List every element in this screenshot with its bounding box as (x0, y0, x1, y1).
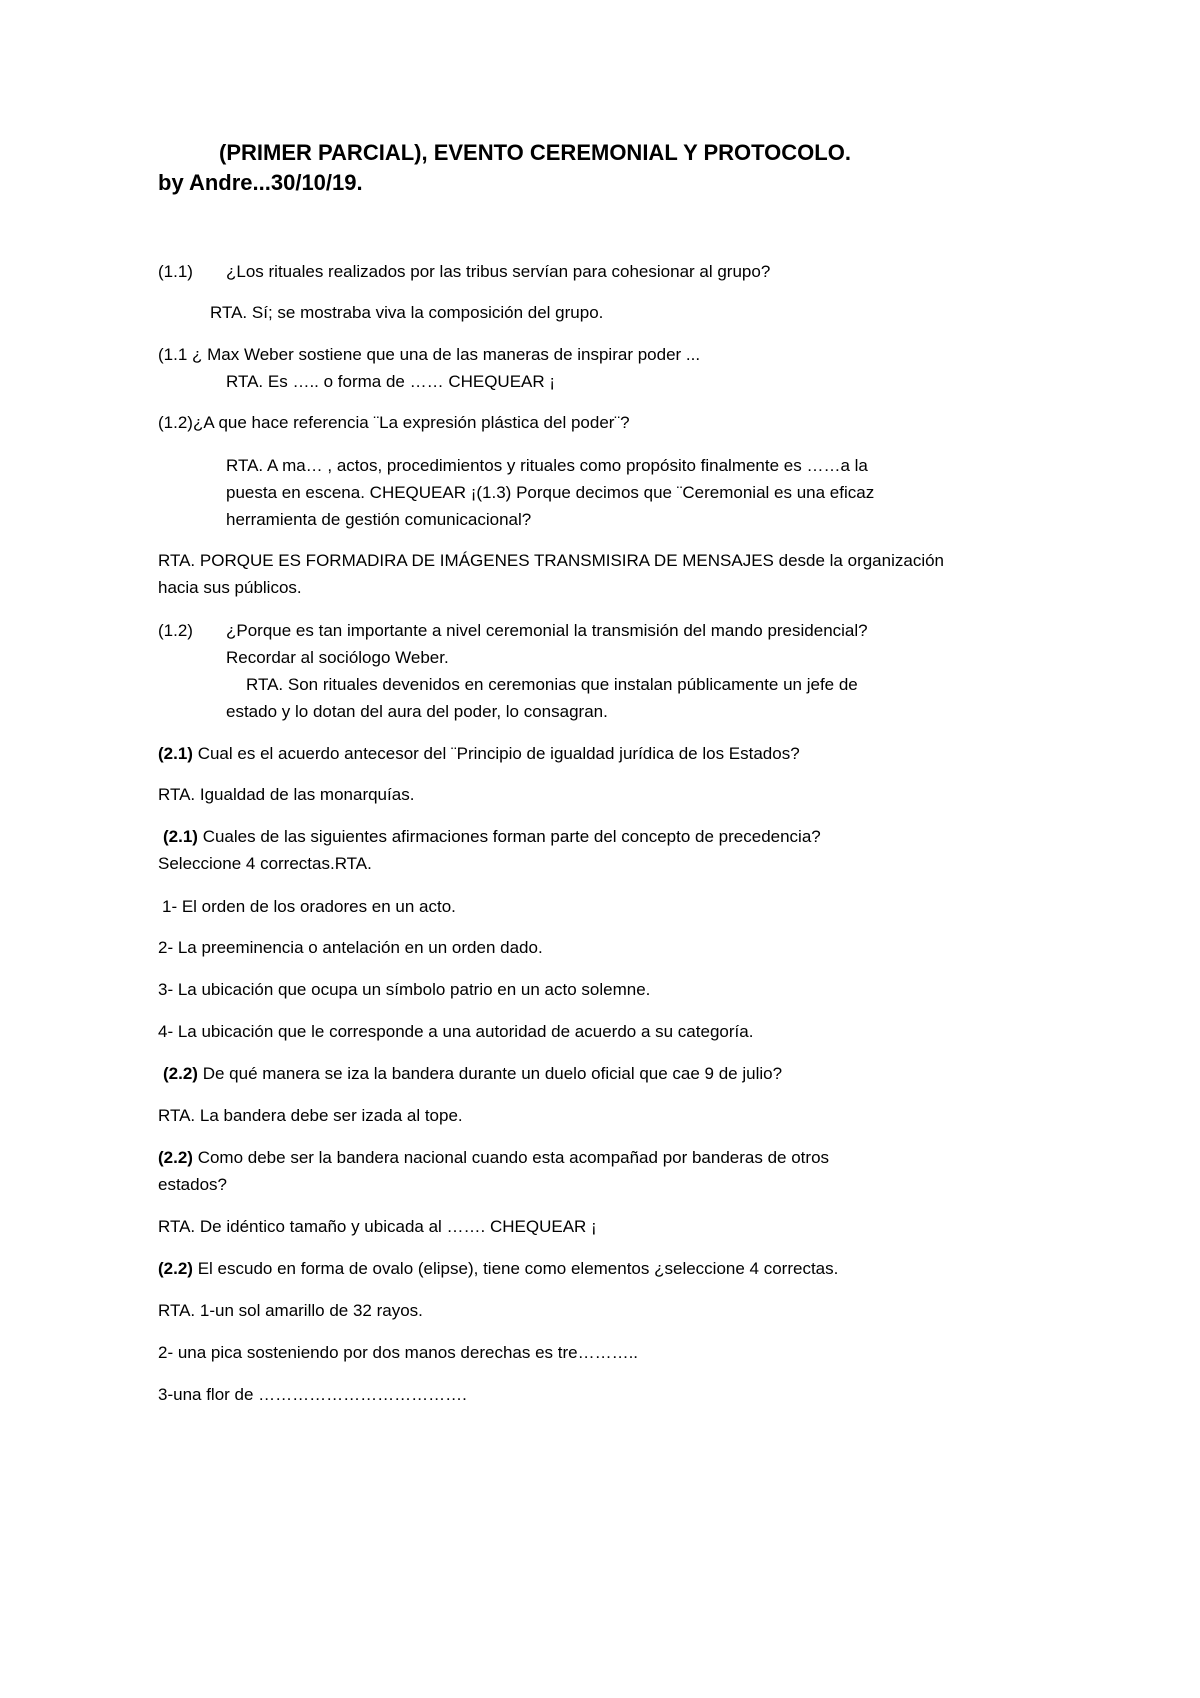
question-line (158, 1259, 838, 1279)
answer-text: RTA. Igualdad de las monarquías. (158, 785, 415, 804)
question-text: ¿Porque es tan importante a nivel ceremonial la transmisión del mando presidencial? (226, 621, 868, 640)
answer-text: RTA. La bandera debe ser izada al tope. (158, 1106, 463, 1125)
question-number: (1.1) (158, 262, 193, 281)
question-number: (2.2) (158, 1259, 193, 1278)
answer-text: RTA. Sí; se mostraba viva la composición del grupo. (210, 303, 604, 322)
answer-text: RTA. De idéntico tamaño y ubicada al ……. CHEQUEAR ¡ (158, 1217, 597, 1236)
question-text: (1.2)¿A que hace referencia ¨La expresión plástica del poder¨? (158, 413, 630, 432)
question-text: Recordar al sociólogo Weber. (226, 648, 449, 667)
answer-text: RTA. 1-un sol amarillo de 32 rayos. (158, 1301, 423, 1320)
question-line (158, 744, 800, 764)
question-number: (2.1) (158, 744, 193, 763)
question-text: Cual es el acuerdo antecesor del ¨Principio de igualdad jurídica de los Estados? (197, 744, 800, 763)
answer-text: RTA. PORQUE ES FORMADIRA DE IMÁGENES TRANSMISIRA DE MENSAJES desde la organización (158, 551, 945, 570)
document-author-date: by Andre...30/10/19. (158, 170, 363, 195)
question-text: ¿Los rituales realizados por las tribus servían para cohesionar al grupo? (226, 262, 771, 281)
question-text: Seleccione 4 correctas.RTA. (158, 854, 372, 873)
question-text: estados? (158, 1175, 227, 1194)
question-text: Como debe ser la bandera nacional cuando esta acompañad por banderas de otros (197, 1148, 830, 1167)
document-title: (PRIMER PARCIAL), EVENTO CEREMONIAL Y PROTOCOLO. (219, 140, 851, 165)
question-line (158, 1148, 829, 1168)
list-item: 3- La ubicación que ocupa un símbolo patrio en un acto solemne. (158, 980, 651, 999)
question-number: (1.2) (158, 621, 193, 640)
question-text: (1.1 ¿ Max Weber sostiene que una de las maneras de inspirar poder ... (158, 345, 701, 364)
answer-text: hacia sus públicos. (158, 578, 302, 597)
list-item: 2- La preeminencia o antelación en un orden dado. (158, 938, 543, 957)
answer-text: estado y lo dotan del aura del poder, lo consagran. (226, 702, 608, 721)
list-item: 2- una pica sosteniendo por dos manos derechas es tre……….. (158, 1343, 639, 1362)
answer-text: RTA. Son rituales devenidos en ceremonias que instalan públicamente un jefe de (246, 675, 858, 694)
answer-text: RTA. Es ….. o forma de …… CHEQUEAR ¡ (226, 372, 556, 391)
question-text: El escudo en forma de ovalo (elipse), tiene como elementos ¿seleccione 4 correctas. (197, 1259, 839, 1278)
answer-text: herramienta de gestión comunicacional? (226, 510, 532, 529)
question-text: Cuales de las siguientes afirmaciones forman parte del concepto de precedencia? (202, 827, 821, 846)
question-line (163, 827, 821, 847)
list-item: 4- La ubicación que le corresponde a una autoridad de acuerdo a su categoría. (158, 1022, 754, 1041)
question-number: (2.2) (163, 1064, 198, 1083)
question-number: (2.2) (158, 1148, 193, 1167)
question-text: De qué manera se iza la bandera durante un duelo oficial que cae 9 de julio? (202, 1064, 783, 1083)
question-line (163, 1064, 782, 1084)
list-item: 1- El orden de los oradores en un acto. (162, 897, 456, 916)
answer-text: puesta en escena. CHEQUEAR ¡(1.3) Porque decimos que ¨Ceremonial es una eficaz (226, 483, 875, 502)
list-item: 3-una flor de ………………………………. (158, 1385, 467, 1404)
answer-text: RTA. A ma… , actos, procedimientos y rituales como propósito finalmente es ……a la (226, 456, 868, 475)
question-number: (2.1) (163, 827, 198, 846)
